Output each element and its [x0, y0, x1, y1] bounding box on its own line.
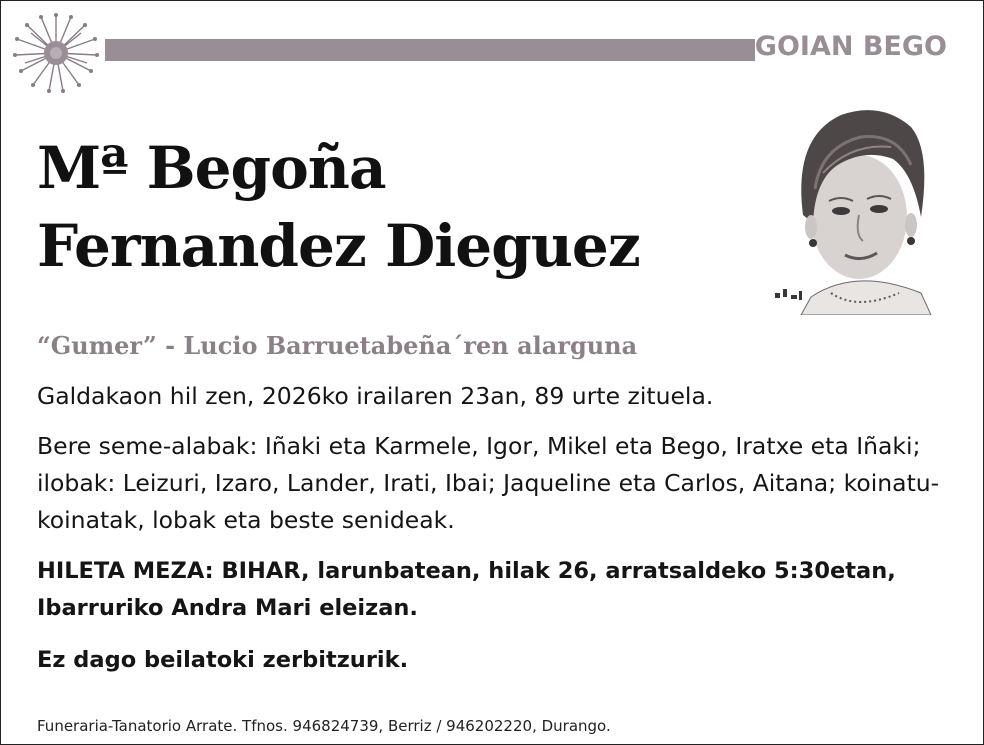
death-paragraph: Galdakaon hil zen, 2026ko irailaren 23an, 89 urte zituela.	[37, 382, 714, 410]
name-line-2: Fernandez Dieguez	[37, 212, 640, 280]
portrait-photo	[771, 97, 941, 315]
funeral-paragraph: HILETA MEZA: BIHAR, larunbatean, hilak 26, arratsaldeko 5:30etan, Ibarruriko Andra Mari eleizan.	[37, 558, 896, 621]
family-paragraph: Bere seme-alabak: Iñaki eta Karmele, Igor, Mikel eta Bego, Iratxe eta Iñaki; ilobak: Leizuri, Izaro, Lander, Irati, Ibai; Jaqueline eta Carlos, Aitana; koinatu-koinatak, lobak eta beste senideak.	[37, 432, 940, 534]
wake-paragraph: Ez dago beilatoki zerbitzurik.	[37, 647, 409, 673]
header-bar	[105, 39, 755, 61]
footer-funeral-home: Funeraria-Tanatorio Arrate. Tfnos. 946824739, Berriz / 946202220, Durango.	[37, 717, 611, 735]
subtitle: “Gumer” - Lucio Barruetabeña´ren alarguna	[37, 331, 638, 360]
thistle-flower-icon	[11, 9, 101, 95]
name-line-1: Mª Begoña	[37, 134, 386, 202]
deceased-name	[37, 129, 640, 285]
header-label: GOIAN BEGO	[754, 31, 947, 62]
